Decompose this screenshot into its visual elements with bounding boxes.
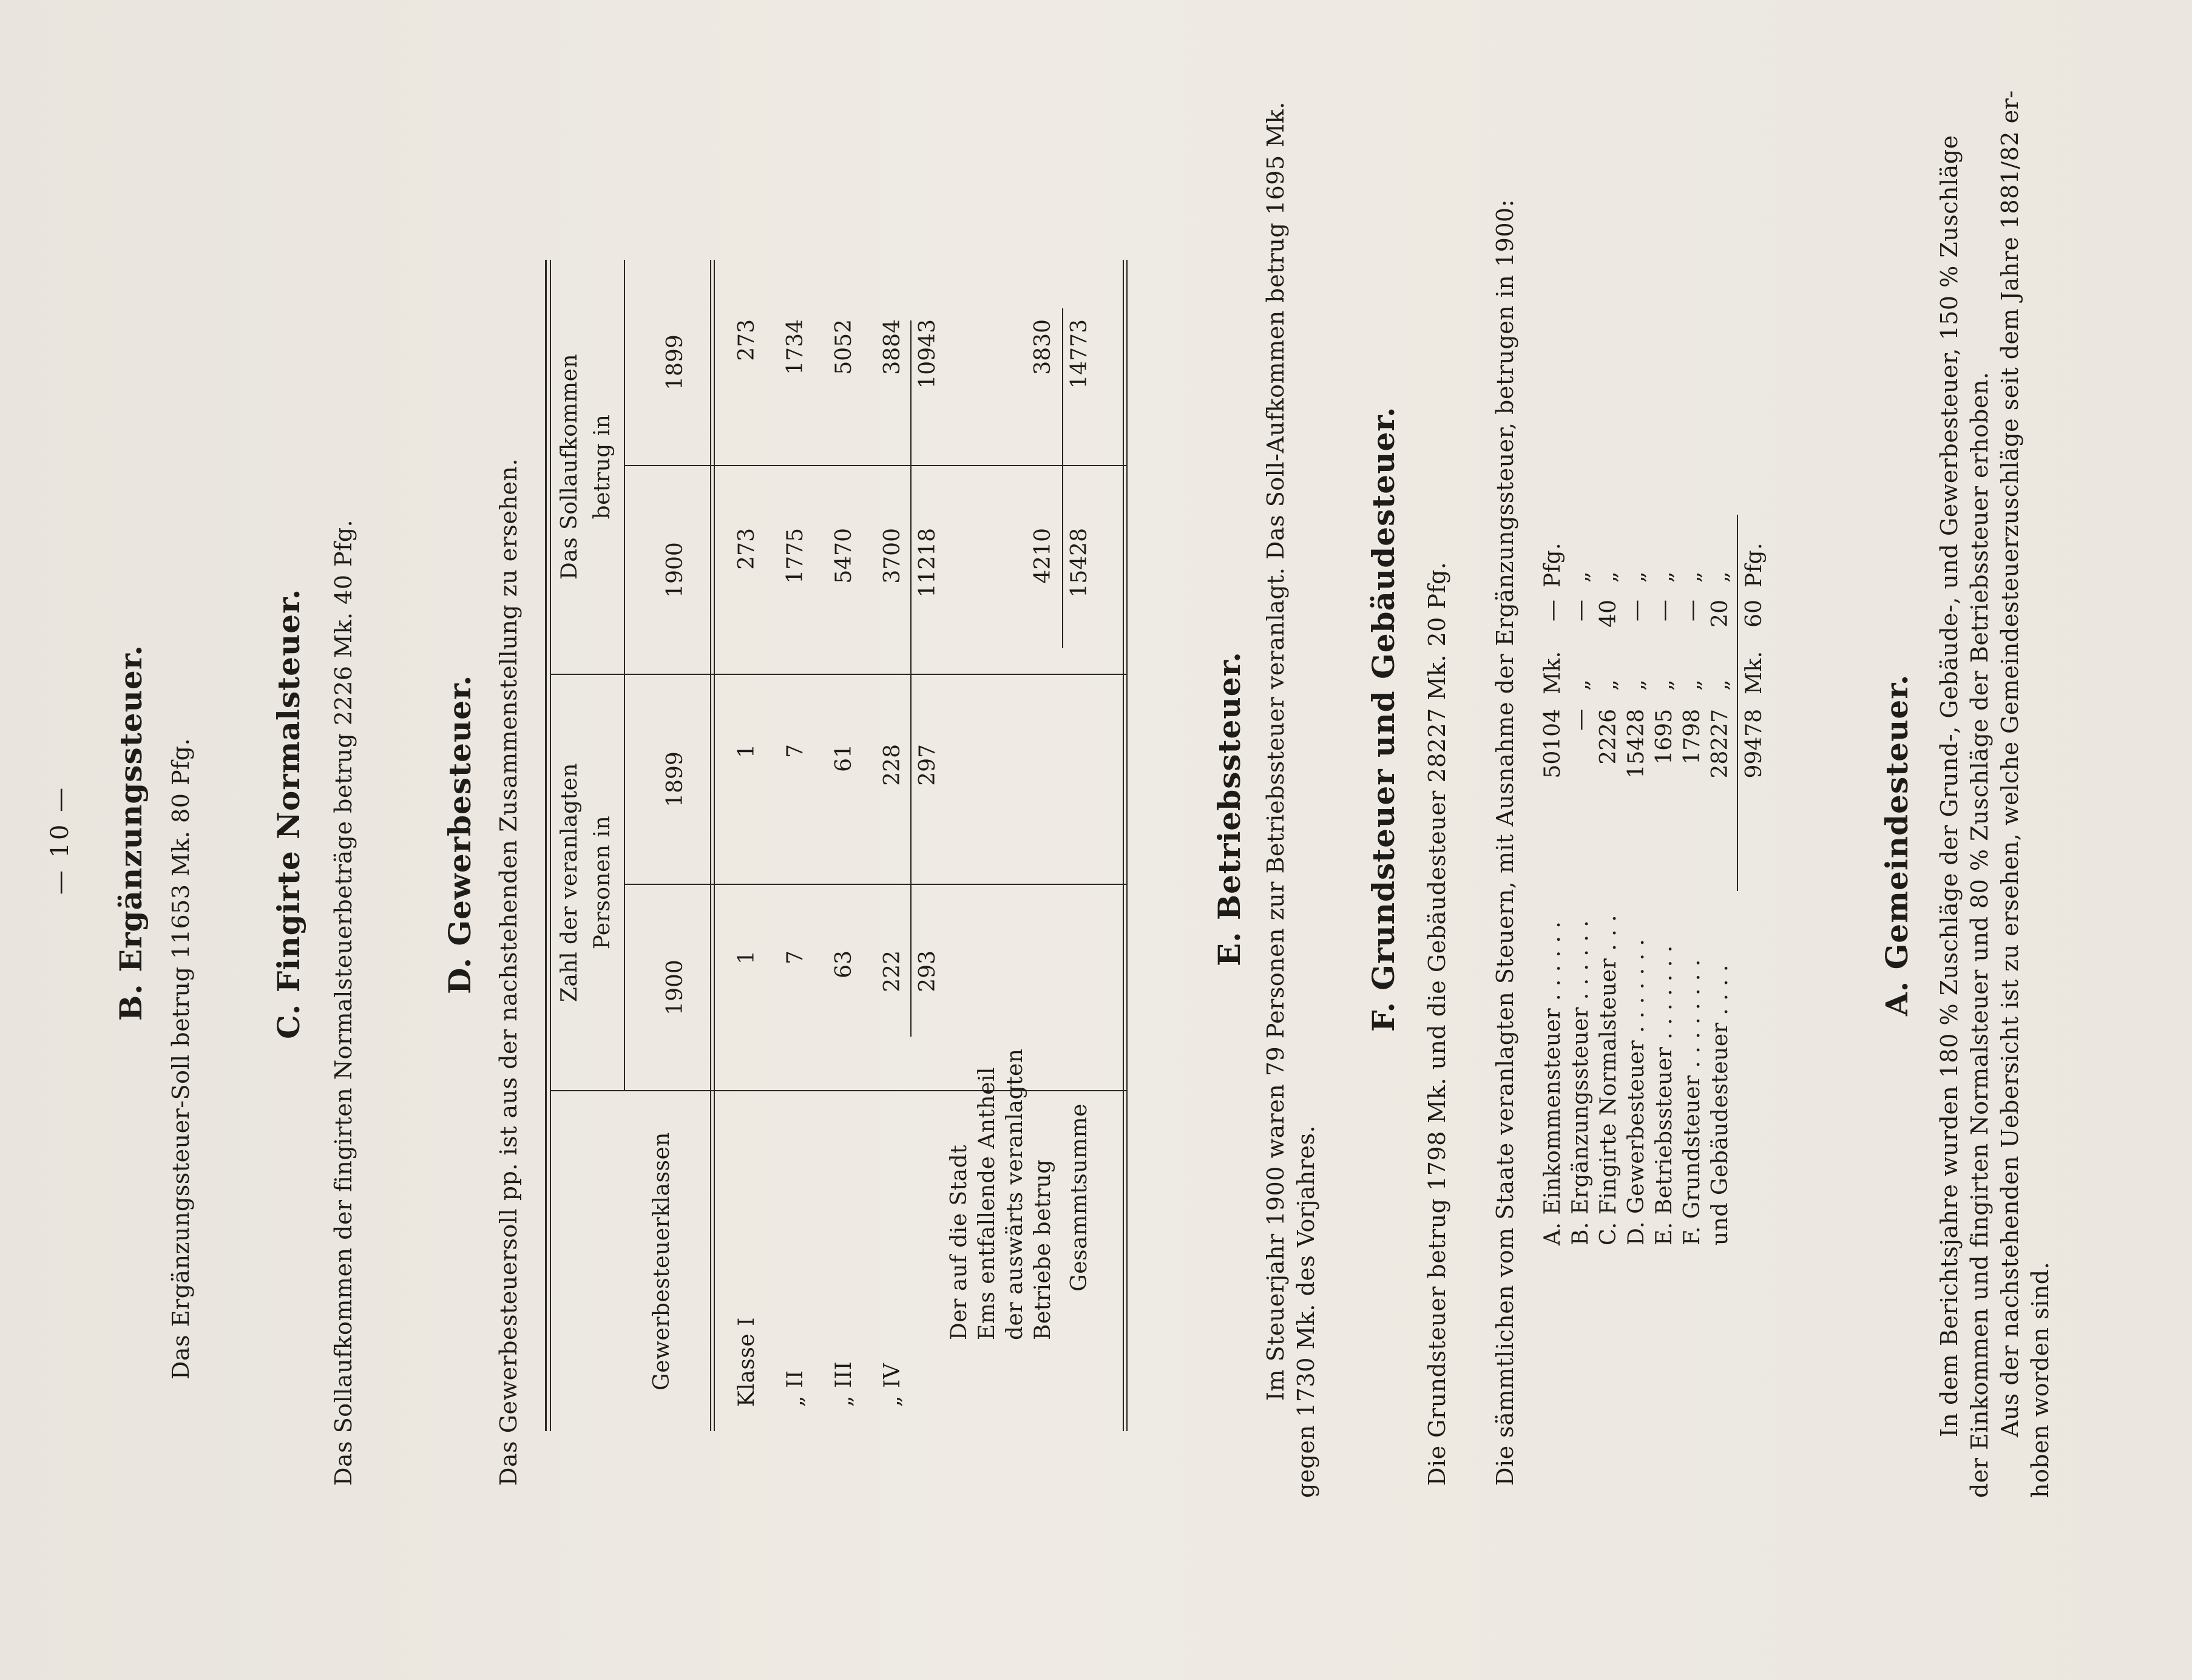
header-sub-rule [624, 260, 625, 1091]
share-label-3: der auswärts veranlagten [1003, 1048, 1027, 1340]
row-p1899-1: 1 [734, 744, 759, 758]
heading-betriebssteuer: E. Betriebssteuer. [1211, 651, 1247, 966]
summary-label-b: B. Ergänzungssteuer . . . . . . [1568, 920, 1593, 1245]
summary-unit2-d: „ [1624, 571, 1649, 583]
col-sep-2 [550, 674, 1126, 675]
summary-unit1-a: Mk. [1540, 651, 1565, 694]
total-rule [1062, 308, 1063, 648]
summary-pf-a: — [1540, 600, 1565, 622]
row-s1900-3: 5470 [831, 528, 856, 584]
summary-unit1-e: „ [1652, 679, 1677, 691]
summary-unit1-d: „ [1624, 679, 1649, 691]
table-top-rule-inner [550, 260, 551, 1431]
row-p1900-1: 1 [734, 950, 759, 964]
header-persons-1: Zahl der veranlagten [557, 762, 582, 1003]
header-year-soll-1899: 1899 [663, 334, 688, 390]
header-class: Gewerbesteuerklassen [649, 1132, 674, 1390]
summary-label-g: und Gebäudesteuer . . . . [1708, 964, 1733, 1245]
summary-unit2-e: „ [1652, 571, 1677, 583]
text-grundsteuer: Die Grundsteuer betrug 1798 Mk. und die Gebäudesteuer 28227 Mk. 20 Pfg. [1424, 561, 1450, 1486]
summary-pf-g: 20 [1708, 600, 1733, 628]
row-s1899-3: 5052 [831, 319, 856, 375]
share-label-4: Betriebe betrug [1030, 1159, 1055, 1340]
row-s1900-4: 3700 [880, 528, 905, 584]
summary-pf-d: — [1624, 600, 1649, 622]
row-label-2: „ II [783, 1370, 808, 1407]
header-soll-2: betrug in [590, 414, 615, 520]
share-s1899: 3830 [1030, 319, 1055, 375]
summary-unit2-a: Pfg. [1540, 542, 1565, 588]
summary-pf-f: — [1680, 600, 1705, 622]
table-bottom-rule [1123, 260, 1124, 1431]
summary-mk-d: 15428 [1624, 709, 1649, 779]
text-fingirte-normalsteuer: Das Sollaufkommen der fingirten Normalsteuerbeträge betrug 2226 Mk. 40 Pfg. [330, 519, 357, 1486]
heading-ergaenzungssteuer: B. Ergänzungssteuer. [113, 645, 149, 1021]
summary-mk-g: 28227 [1708, 709, 1733, 779]
summary-unit1-c: „ [1596, 679, 1621, 691]
row-label-3: „ III [831, 1361, 856, 1407]
row-p1900-2: 7 [783, 950, 808, 964]
summary-pf-c: 40 [1596, 600, 1621, 628]
summary-unit1-f: „ [1680, 679, 1705, 691]
total-s1899: 14773 [1067, 319, 1092, 389]
header-bottom-rule [710, 260, 711, 1431]
summary-mk-b: — [1568, 709, 1593, 731]
sum-s1899: 10943 [915, 319, 940, 389]
row-s1899-4: 3884 [880, 319, 905, 375]
header-year-soll-1900: 1900 [663, 542, 688, 598]
summary-mk-f: 1798 [1680, 709, 1705, 765]
text-betriebssteuer-1: Im Steuerjahr 1900 waren 79 Personen zur Betriebssteuer veranlagt. Das Soll-Aufkommen betrug 1695 Mk. [1262, 101, 1289, 1401]
col-sep-persons [624, 884, 1126, 885]
share-label-1: Der auf die Stadt [947, 1144, 972, 1340]
summary-mk-c: 2226 [1596, 709, 1621, 765]
summary-mk-e: 1695 [1652, 709, 1677, 765]
heading-grundsteuer: F. Grundsteuer und Gebäudesteuer. [1365, 406, 1401, 1032]
summary-intro: Die sämmtlichen vom Staate veranlagten Steuern, mit Ausnahme der Ergänzungssteuer, betrugen in 1900: [1492, 199, 1518, 1486]
summary-label-c: C. Fingirte Normalsteuer . . . [1596, 915, 1621, 1245]
sum-rule [910, 320, 912, 1037]
share-label-2: Ems entfallende Antheil [975, 1066, 1000, 1340]
table-bottom-rule-2 [1126, 260, 1128, 1431]
row-p1899-4: 228 [880, 744, 905, 786]
row-s1899-2: 1734 [783, 319, 808, 375]
total-label: Gesammtsumme [1067, 1103, 1092, 1292]
row-label-1: Klasse I [734, 1317, 759, 1407]
col-sep-1 [550, 1090, 1126, 1091]
total-s1900: 15428 [1067, 528, 1092, 598]
heading-fingirte-normalsteuer: C. Fingirte Normalsteuer. [271, 588, 306, 1039]
summary-unit2-c: „ [1596, 571, 1621, 583]
summary-total-rule [1737, 515, 1738, 891]
row-p1900-3: 63 [831, 950, 856, 978]
summary-pf-b: — [1568, 600, 1593, 622]
summary-label-d: D. Gewerbesteuer . . . . . . . [1624, 938, 1649, 1245]
sum-p1899: 297 [915, 744, 940, 786]
share-s1900: 4210 [1030, 528, 1055, 584]
page-number: — 10 — [46, 785, 74, 895]
text-ergaenzungssteuer: Das Ergänzungssteuer-Soll betrug 11653 Mk. 80 Pfg. [167, 737, 194, 1380]
summary-label-f: F. Grundsteuer . . . . . . . . [1680, 959, 1705, 1245]
header-year-persons-1899: 1899 [663, 751, 688, 807]
row-p1899-3: 61 [831, 744, 856, 772]
summary-pf-e: — [1652, 600, 1677, 622]
summary-total-pf: 60 [1742, 600, 1767, 628]
row-p1900-4: 222 [880, 950, 905, 992]
sum-s1900: 11218 [915, 528, 940, 598]
summary-unit1-b: „ [1568, 679, 1593, 691]
summary-mk-a: 50104 [1540, 709, 1565, 779]
summary-unit1-g: „ [1708, 679, 1733, 691]
summary-unit2-b: „ [1568, 571, 1593, 583]
text-gemeindesteuer-2: der Einkommen und fingirten Normalsteuer und 80 % Zuschläge der Betriebssteuer erhoben. [1966, 371, 1993, 1498]
row-p1899-2: 7 [783, 744, 808, 758]
text-gemeindesteuer-4: hoben worden sind. [2027, 1261, 2054, 1498]
row-label-4: „ IV [880, 1363, 905, 1407]
heading-gewerbesteuer: D. Gewerbesteuer. [442, 674, 478, 994]
summary-unit2-f: „ [1680, 571, 1705, 583]
summary-unit2-g: „ [1708, 571, 1733, 583]
header-year-persons-1900: 1900 [663, 960, 688, 1015]
text-gemeindesteuer-1: In dem Berichtsjahre wurden 180 % Zuschläge der Grund-, Gebäude-, und Gewerbesteuer, 150 % Zuschläge [1936, 135, 1963, 1437]
text-gemeindesteuer-3: Aus der nachstehenden Uebersicht ist zu ersehen, welche Gemeindesteuerzuschläge seit dem Jahre 1881/82 er- [1997, 90, 2023, 1437]
summary-label-a: A. Einkommensteuer . . . . . . [1540, 921, 1565, 1245]
table-top-rule [545, 260, 547, 1431]
summary-total-mk: 99478 [1742, 709, 1767, 779]
summary-label-e: E. Betriebssteuer . . . . . . . [1652, 945, 1677, 1245]
header-soll-1: Das Sollaufkommen [557, 353, 582, 580]
row-s1899-1: 273 [734, 319, 759, 361]
text-gewerbesteuer: Das Gewerbesteuersoll pp. ist aus der nachstehenden Zusammenstellung zu ersehen. [495, 458, 522, 1486]
col-sep-soll [624, 465, 1126, 466]
header-persons-2: Personen in [590, 815, 615, 950]
row-s1900-2: 1775 [783, 528, 808, 584]
heading-gemeindesteuer: A. Gemeindesteuer. [1879, 674, 1915, 1016]
row-s1900-1: 273 [734, 528, 759, 570]
summary-total-unit2: Pfg. [1742, 542, 1767, 588]
summary-total-unit1: Mk. [1742, 651, 1767, 694]
text-betriebssteuer-2: gegen 1730 Mk. des Vorjahres. [1293, 1125, 1319, 1498]
header-bottom-rule-2 [714, 260, 715, 1431]
sum-p1900: 293 [915, 950, 940, 992]
